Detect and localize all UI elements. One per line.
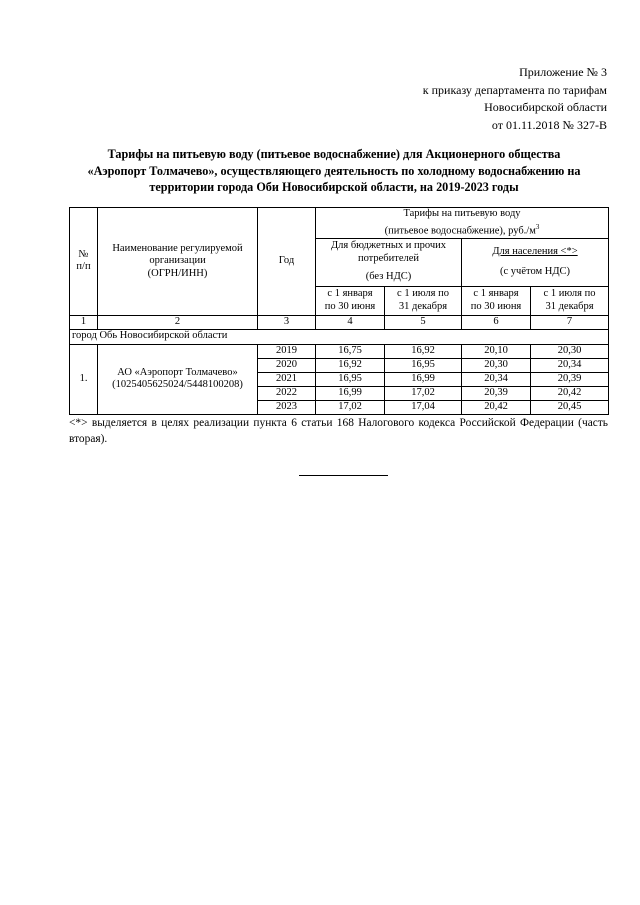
appendix-number: Приложение № 3	[519, 65, 607, 79]
header-tariffs-line: Тарифы на питьевую воду	[403, 208, 521, 219]
tariff-cell: 16,75	[316, 344, 385, 358]
tariff-cell: 17,02	[316, 400, 385, 414]
header-organization-line: организации	[149, 255, 206, 266]
closing-rule	[299, 475, 388, 476]
period-line: с 1 января	[327, 288, 373, 299]
header-budget-vat: (без НДС)	[365, 271, 412, 283]
appendix-order-ref: к приказу департамента по тарифам	[422, 82, 607, 97]
appendix-region: Новосибирской области	[484, 100, 607, 114]
header-number-line: №	[78, 248, 89, 260]
tariff-cell: 20,34	[531, 358, 609, 372]
column-number: 7	[531, 315, 609, 329]
period-line: 31 декабря	[545, 300, 594, 312]
column-number: 5	[385, 315, 462, 329]
title-line: «Аэропорт Толмачево», осуществляющего деятельность по холодному водоснабжению на	[87, 163, 581, 178]
tariff-cell: 16,95	[316, 372, 385, 386]
period-jul-dec	[385, 286, 462, 315]
period-jan-jun	[316, 286, 385, 315]
tariff-cell: 20,10	[462, 344, 531, 358]
header-organization-line: (ОГРН/ИНН)	[147, 267, 208, 279]
year-cell: 2023	[258, 400, 316, 414]
header-organization-line: Наименование регулируемой	[112, 242, 243, 254]
tariff-cell: 20,42	[462, 400, 531, 414]
tariff-cell: 20,30	[531, 344, 609, 358]
tariff-cell: 16,99	[385, 372, 462, 386]
header-year: Год	[258, 208, 316, 316]
header-tariffs-unit: (питьевое водоснабжение), руб./м	[384, 225, 536, 236]
period-line: 31 декабря	[398, 300, 448, 312]
header-population	[462, 238, 609, 286]
tariff-cell: 20,39	[462, 386, 531, 400]
row-number: 1.	[70, 344, 98, 414]
period-jul-dec	[531, 286, 609, 315]
tariff-cell: 16,92	[316, 358, 385, 372]
period-line: по 30 июня	[324, 300, 376, 312]
organization-ids: (1025405625024/5448100208)	[112, 379, 243, 390]
tariff-cell: 20,30	[462, 358, 531, 372]
column-number: 6	[462, 315, 531, 329]
header-organization	[98, 208, 258, 316]
document-title	[60, 146, 608, 196]
tariff-cell: 16,92	[385, 344, 462, 358]
section-row: город Обь Новосибирской области	[70, 329, 609, 344]
footnote: <*> выделяется в целях реализации пункта 6 статьи 168 Налогового кодекса Российской Федерации (часть вторая).	[69, 417, 608, 445]
organization-cell	[98, 344, 258, 414]
tariff-cell: 17,02	[385, 386, 462, 400]
column-number: 1	[70, 315, 98, 329]
title-line: территории города Оби Новосибирской области, на 2019-2023 годы	[149, 180, 519, 194]
year-cell: 2020	[258, 358, 316, 372]
organization-name: АО «Аэропорт Толмачево»	[117, 366, 238, 378]
header-tariffs	[316, 208, 609, 239]
year-cell: 2019	[258, 344, 316, 358]
column-number: 2	[98, 315, 258, 329]
header-number	[70, 208, 98, 316]
appendix-order-date: от 01.11.2018 № 327-В	[491, 117, 607, 132]
header-budget-consumers	[316, 238, 462, 286]
period-line: с 1 июля по	[397, 288, 449, 299]
tariff-cell: 20,42	[531, 386, 609, 400]
tariff-cell: 20,34	[462, 372, 531, 386]
tariff-cell: 20,45	[531, 400, 609, 414]
column-number: 4	[316, 315, 385, 329]
year-cell: 2022	[258, 386, 316, 400]
period-line: с 1 июля по	[543, 288, 596, 299]
column-numbers-row	[70, 315, 609, 329]
column-number: 3	[258, 315, 316, 329]
header-tariffs-line	[318, 221, 606, 238]
tariff-cell: 16,99	[316, 386, 385, 400]
appendix-header	[423, 64, 607, 134]
header-population-label: Для населения <*>	[492, 245, 578, 257]
tariffs-table	[69, 207, 609, 415]
title-line: Тарифы на питьевую воду (питьевое водоснабжение) для Акционерного общества	[107, 147, 561, 161]
period-jan-jun	[462, 286, 531, 315]
tariff-cell: 20,39	[531, 372, 609, 386]
period-line: с 1 января	[473, 288, 519, 299]
year-cell: 2021	[258, 372, 316, 386]
tariff-cell: 17,04	[385, 400, 462, 414]
tariff-cell: 16,95	[385, 358, 462, 372]
header-budget-line: Для бюджетных и прочих	[330, 240, 446, 252]
header-number-line: п/п	[76, 261, 91, 273]
header-budget-line: потребителей	[357, 252, 420, 264]
header-population-vat: (с учётом НДС)	[500, 266, 571, 277]
unit-superscript: 3	[535, 222, 540, 231]
table-row	[70, 344, 609, 358]
period-line: по 30 июня	[470, 300, 522, 312]
